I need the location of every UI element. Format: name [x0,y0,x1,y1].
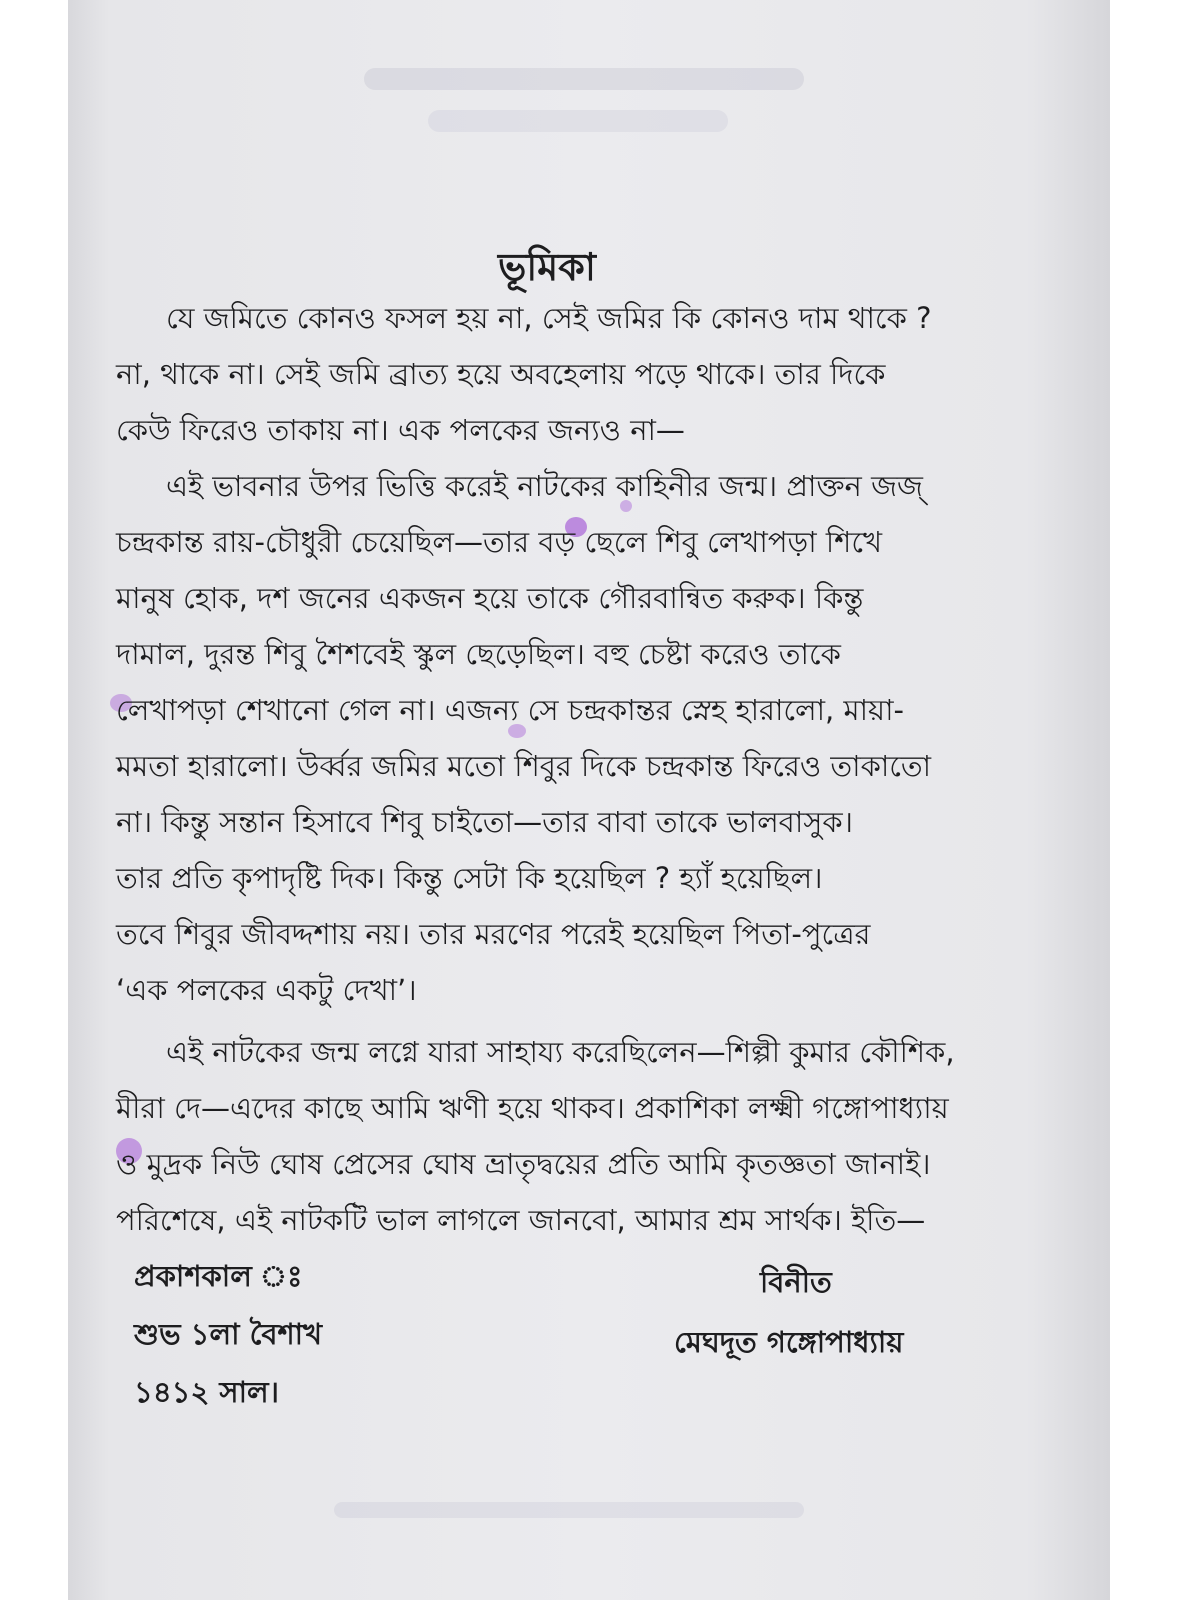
author-name: মেঘদূত গঙ্গোপাধ্যায় [674,1325,904,1359]
show-through-mark [364,68,804,90]
published-label: প্রকাশকাল ঃ [134,1259,303,1293]
body-line-12: তবে শিবুর জীবদ্দশায় নয়। তার মরণের পরেই হয়েছিল পিতা-পুত্রের [116,917,871,951]
body-line-3: কেউ ফিরেও তাকায় না। এক পলকের জন্যও না— [116,413,685,447]
body-line-4: এই ভাবনার উপর ভিত্তি করেই নাটকের কাহিনীর জন্ম। প্রাক্তন জজ্ [166,469,923,503]
body-line-2: না, থাকে না। সেই জমি ব্রাত্য হয়ে অবহেলায় পড়ে থাকে। তার দিকে [116,357,886,391]
body-line-13: ‘এক পলকের একটু দেখা’। [116,973,417,1007]
publication-year: ১৪১২ সাল। [134,1375,279,1409]
show-through-mark [428,110,728,132]
page-title: ভূমিকা [498,245,596,289]
body-line-15: মীরা দে—এদের কাছে আমি ঋণী হয়ে থাকব। প্রকাশিকা লক্ষ্মী গঙ্গোপাধ্যায় [116,1091,949,1125]
publication-date: শুভ ১লা বৈশাখ [134,1317,323,1351]
body-line-1: যে জমিতে কোনও ফসল হয় না, সেই জমির কি কোনও দাম থাকে ? [166,301,932,335]
body-line-11: তার প্রতি কৃপাদৃষ্টি দিক। কিন্তু সেটা কি হয়েছিল ? হ্যাঁ হয়েছিল। [116,861,823,895]
body-line-6: মানুষ হোক, দশ জনের একজন হয়ে তাকে গৌরবান্বিত করুক। কিন্তু [116,581,864,615]
body-line-17: পরিশেষে, এই নাটকটি ভাল লাগলে জানবো, আমার শ্রম সার্থক। ইতি— [116,1203,926,1237]
body-line-7: দামাল, দুরন্ত শিবু শৈশবেই স্কুল ছেড়েছিল। বহু চেষ্টা করেও তাকে [116,637,841,671]
show-through-mark [334,1502,804,1518]
body-line-14: এই নাটকের জন্ম লগ্নে যারা সাহায্য করেছিলেন—শিল্পী কুমার কৌশিক, [166,1035,955,1069]
body-line-5: চন্দ্রকান্ত রায়-চৌধুরী চেয়েছিল—তার বড় ছেলে শিবু লেখাপড়া শিখে [116,525,883,559]
body-line-9: মমতা হারালো। উর্ব্বর জমির মতো শিবুর দিকে চন্দ্রকান্ত ফিরেও তাকাতো [116,749,932,783]
body-line-8: লেখাপড়া শেখানো গেল না। এজন্য সে চন্দ্রকান্তর স্নেহ হারালো, মায়া- [116,693,904,727]
body-line-10: না। কিন্তু সন্তান হিসাবে শিবু চাইতো—তার বাবা তাকে ভালবাসুক। [116,805,854,839]
closing-word: বিনীত [760,1265,832,1299]
paper-sheet [68,0,1110,1600]
body-line-16: ও মুদ্রক নিউ ঘোষ প্রেসের ঘোষ ভ্রাতৃদ্বয়ের প্রতি আমি কৃতজ্ঞতা জানাই। [116,1147,931,1181]
